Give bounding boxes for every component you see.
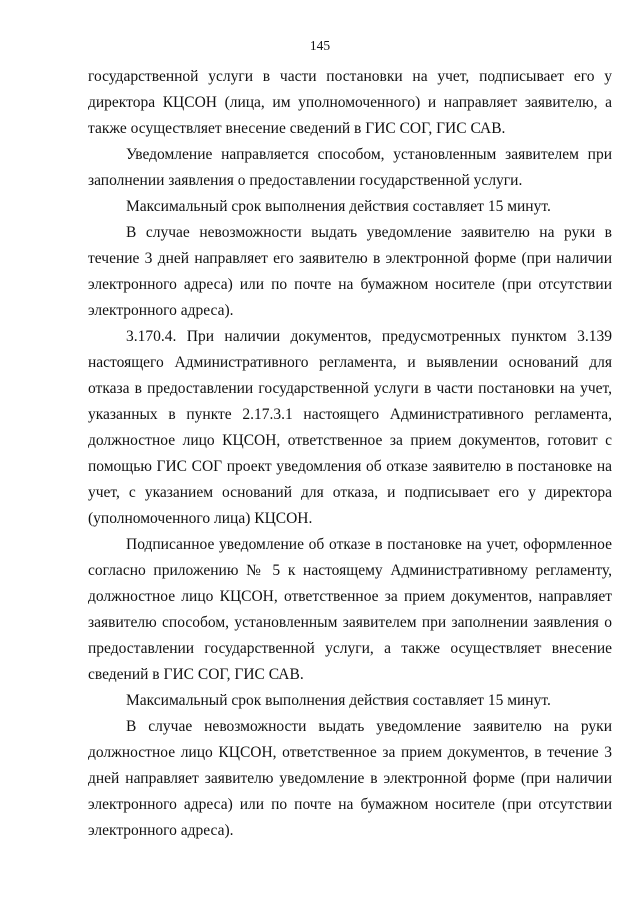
paragraph-continuation: государственной услуги в части постановки на учет, подписывает его у директора КЦСОН (лица, им уполномоченного) и направляет заявителю, а также осуществляет внесение сведений в ГИС СОГ, ГИС САВ. — [88, 68, 612, 137]
page-number: 145 — [309, 38, 331, 53]
paragraph-delivery-fallback: В случае невозможности выдать уведомление заявителю на руки в течение 3 дней направляет его заявителю в электронной форме (при наличии электронного адреса) или по почте на бумажном носителе (при отсутствии электронного адреса). — [88, 224, 612, 319]
paragraph-delivery-fallback-second: В случае невозможности выдать уведомление заявителю на руки должностное лицо КЦСОН, ответственное за прием документов, в течение 3 дней направляет заявителю уведомление в электронной форме (при наличии электронного адреса) или по почте на бумажном носителе (при отсутствии электронного адреса). — [88, 718, 612, 839]
paragraph-section-3-170-4: 3.170.4. При наличии документов, предусмотренных пунктом 3.139 настоящего Административного регламента, и выявлении оснований для отказа в предоставлении государственной услуги в части постановки на учет, указанных в пункте 2.17.3.1 настоящего Административного регламента, должностное лицо КЦСОН, ответственное за прием документов, готовит с помощью ГИС СОГ проект уведомления об отказе заявителю в постановке на учет, с указанием оснований для отказа, и подписывает его у директора (уполномоченного лица) КЦСОН. — [88, 328, 612, 527]
paragraph-max-duration: Максимальный срок выполнения действия составляет 15 минут. — [126, 198, 551, 215]
paragraph-signed-refusal: Подписанное уведомление об отказе в постановке на учет, оформленное согласно приложению № 5 к настоящему Административному регламенту, должностное лицо КЦСОН, ответственное за прием документов, направляет заявителю способом, установленным заявителем при заполнении заявления о предоставлении государственной услуги, а также осуществляет внесение сведений в ГИС СОГ, ГИС САВ. — [88, 536, 612, 683]
paragraph-max-duration-second: Максимальный срок выполнения действия составляет 15 минут. — [126, 692, 551, 709]
document-body — [88, 64, 612, 844]
paragraph-notification-method: Уведомление направляется способом, установленным заявителем при заполнении заявления о предоставлении государственной услуги. — [88, 146, 612, 189]
